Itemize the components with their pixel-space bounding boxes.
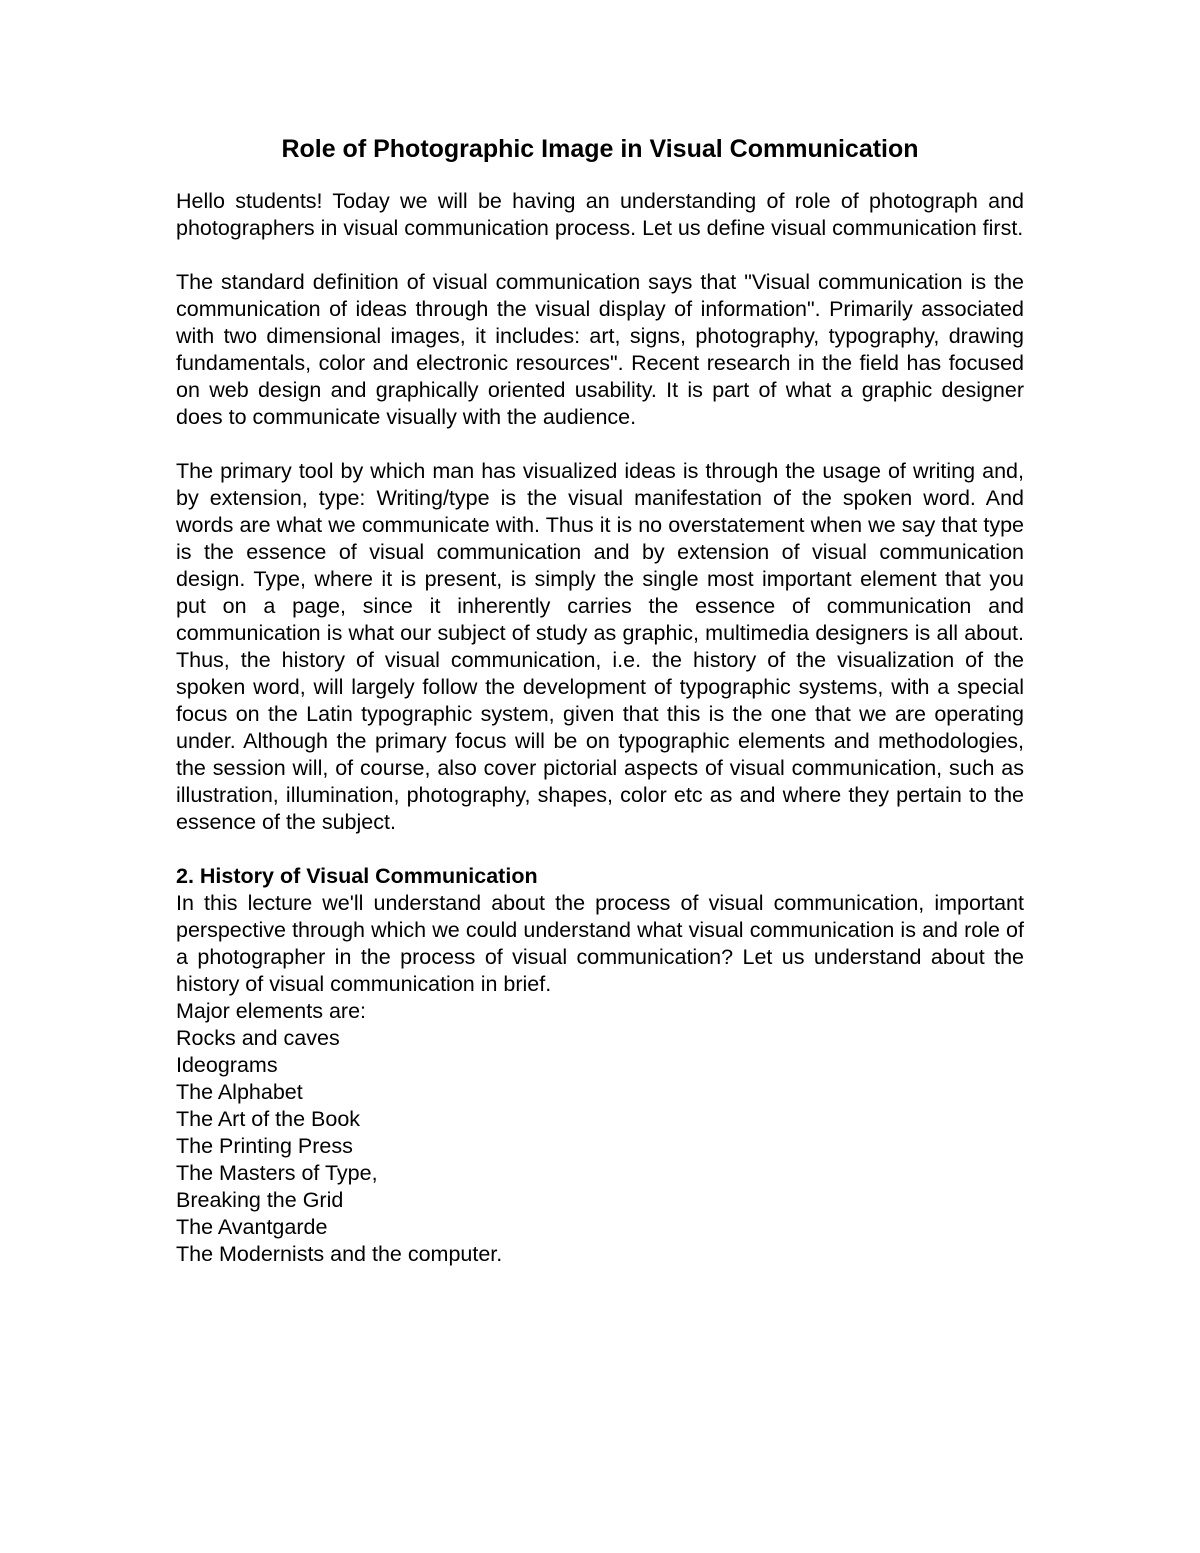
list-item: The Avantgarde — [176, 1215, 328, 1239]
section-heading: 2. History of Visual Communication — [176, 864, 538, 888]
list-item: Rocks and caves — [176, 1026, 340, 1050]
document-page — [176, 132, 1024, 1268]
primary-tool-paragraph: The primary tool by which man has visualized ideas is through the usage of writing and, by extension, type: Writing/type is the visual manifestation of the spoken word. And words are what we communicate with. Thus it is no overstatement when we say that type is the essence of visual communication and by extension of visual communication design. Type, where it is present, is simply the single most important element that you put on a page, since it inherently carries the essence of communication and communication is what our subject of study as graphic, multimedia designers is all about. Thus, the history of visual communication, i.e. the history of the visualization of the spoken word, will largely follow the development of typographic systems, with a special focus on the Latin typographic system, given that this is the one that we are operating under. Although the primary focus will be on typographic elements and methodologies, the session will, of course, also cover pictorial aspects of visual communication, such as illustration, illumination, photography, shapes, color etc as and where they pertain to the essence of the subject. — [176, 459, 1024, 834]
history-section — [176, 863, 1024, 1268]
definition-paragraph: The standard definition of visual communication says that "Visual communication is the communication of ideas through the visual display of information". Primarily associated with two dimensional images, it includes: art, signs, photography, typography, drawing fundamentals, color and electronic resources". Recent research in the field has focused on web design and graphically oriented usability. It is part of what a graphic designer does to communicate visually with the audience. — [176, 270, 1024, 429]
list-item: The Masters of Type, — [176, 1161, 378, 1185]
section-body: In this lecture we'll understand about the process of visual communication, important perspective through which we could understand what visual communication is and role of a photographer in the process of visual communication? Let us understand about the history of visual communication in brief. — [176, 891, 1024, 996]
list-item: Breaking the Grid — [176, 1188, 344, 1212]
elements-intro: Major elements are: — [176, 999, 366, 1023]
intro-paragraph: Hello students! Today we will be having an understanding of role of photograph and photographers in visual communication process. Let us define visual communication first. — [176, 189, 1024, 240]
list-item: The Art of the Book — [176, 1107, 361, 1131]
list-item: The Printing Press — [176, 1134, 353, 1158]
list-item: The Modernists and the computer. — [176, 1242, 503, 1266]
document-title: Role of Photographic Image in Visual Communication — [281, 135, 919, 163]
elements-list — [176, 1025, 1024, 1268]
list-item: Ideograms — [176, 1053, 278, 1077]
list-item: The Alphabet — [176, 1080, 303, 1104]
